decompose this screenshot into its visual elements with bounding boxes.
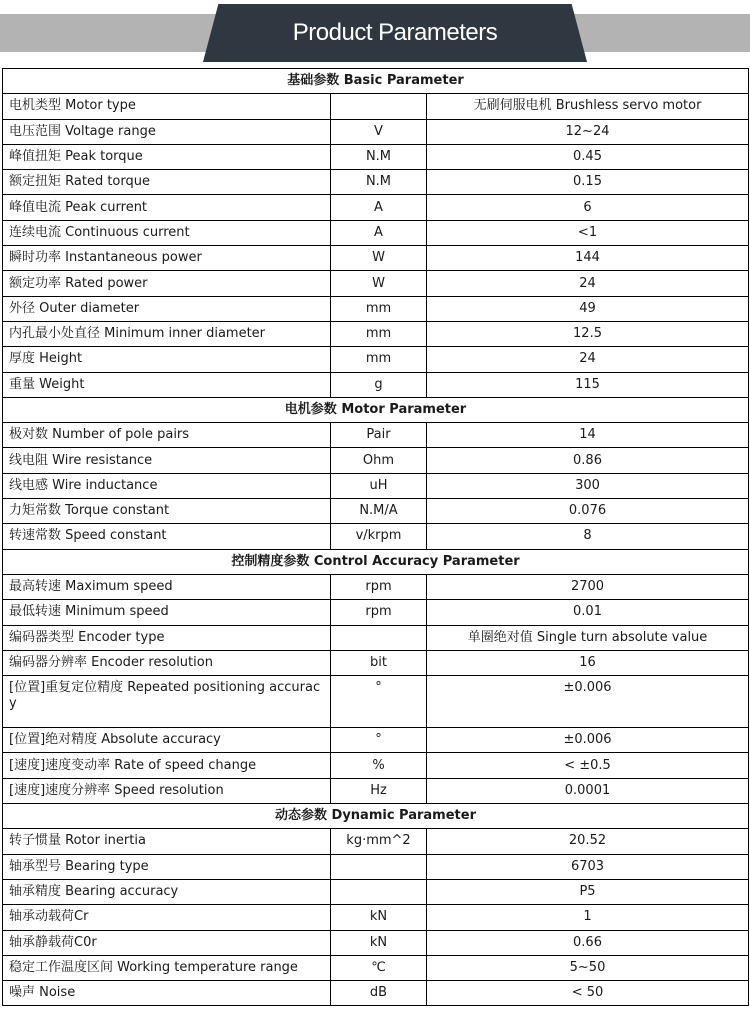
parameter-name: 最低转速 Minimum speed	[3, 600, 331, 625]
parameter-value: 12.5	[427, 321, 749, 346]
table-row	[3, 448, 749, 473]
parameter-value: 16	[427, 650, 749, 675]
parameter-unit: Pair	[331, 423, 427, 448]
parameter-value: 6	[427, 195, 749, 220]
parameter-name: 峰值扭矩 Peak torque	[3, 144, 331, 169]
parameter-unit: v/krpm	[331, 524, 427, 549]
table-row	[3, 905, 749, 930]
table-row	[3, 854, 749, 879]
section-header-row	[3, 804, 749, 829]
parameter-unit	[331, 94, 427, 119]
parameter-unit: Ohm	[331, 448, 427, 473]
parameter-unit: N.M	[331, 170, 427, 195]
parameter-unit: uH	[331, 473, 427, 498]
parameter-name: 厚度 Height	[3, 347, 331, 372]
parameter-value: 0.66	[427, 930, 749, 955]
section-header-row	[3, 397, 749, 422]
parameter-table-body	[3, 69, 749, 1006]
parameter-unit: rpm	[331, 574, 427, 599]
parameter-name: 最高转速 Maximum speed	[3, 574, 331, 599]
parameter-name: 噪声 Noise	[3, 981, 331, 1006]
table-row	[3, 220, 749, 245]
parameter-unit: W	[331, 271, 427, 296]
parameter-name: 连续电流 Continuous current	[3, 220, 331, 245]
table-row	[3, 170, 749, 195]
parameter-value: 2700	[427, 574, 749, 599]
section-title: 基础参数 Basic Parameter	[3, 69, 749, 94]
parameter-value: 5~50	[427, 955, 749, 980]
parameter-name: 电机类型 Motor type	[3, 94, 331, 119]
parameter-unit: W	[331, 246, 427, 271]
parameter-unit: rpm	[331, 600, 427, 625]
table-row	[3, 473, 749, 498]
parameter-unit	[331, 854, 427, 879]
parameter-name: [速度]速度变动率 Rate of speed change	[3, 753, 331, 778]
parameter-name: 轴承精度 Bearing accuracy	[3, 879, 331, 904]
section-title: 控制精度参数 Control Accuracy Parameter	[3, 549, 749, 574]
parameter-name: 线电阻 Wire resistance	[3, 448, 331, 473]
parameter-name: 电压范围 Voltage range	[3, 119, 331, 144]
parameter-value: 单圈绝对值 Single turn absolute value	[427, 625, 749, 650]
parameter-name: 编码器类型 Encoder type	[3, 625, 331, 650]
table-row	[3, 981, 749, 1006]
parameter-value: < ±0.5	[427, 753, 749, 778]
table-row	[3, 347, 749, 372]
parameter-name: 轴承动载荷Cr	[3, 905, 331, 930]
parameter-name: 额定扭矩 Rated torque	[3, 170, 331, 195]
table-row	[3, 829, 749, 854]
parameter-value: 24	[427, 347, 749, 372]
parameter-name: 稳定工作温度区间 Working temperature range	[3, 955, 331, 980]
page-title: Product Parameters	[292, 19, 498, 46]
parameter-unit: ℃	[331, 955, 427, 980]
parameter-name: 线电感 Wire inductance	[3, 473, 331, 498]
parameter-name: 内孔最小处直径 Minimum inner diameter	[3, 321, 331, 346]
parameter-unit: N.M/A	[331, 499, 427, 524]
table-row	[3, 728, 749, 753]
parameter-name: 轴承静载荷C0r	[3, 930, 331, 955]
table-row	[3, 119, 749, 144]
table-row	[3, 778, 749, 803]
parameter-value: <1	[427, 220, 749, 245]
parameter-value: 1	[427, 905, 749, 930]
parameter-name: 转子惯量 Rotor inertia	[3, 829, 331, 854]
parameter-unit: kN	[331, 905, 427, 930]
table-row	[3, 94, 749, 119]
table-row	[3, 930, 749, 955]
parameter-unit: A	[331, 220, 427, 245]
parameter-value: ±0.006	[427, 728, 749, 753]
parameter-name: 瞬时功率 Instantaneous power	[3, 246, 331, 271]
parameter-name: [位置]绝对精度 Absolute accuracy	[3, 728, 331, 753]
table-row	[3, 955, 749, 980]
parameter-value: 49	[427, 296, 749, 321]
parameter-value: < 50	[427, 981, 749, 1006]
table-row	[3, 144, 749, 169]
parameter-value: 24	[427, 271, 749, 296]
parameter-value: 115	[427, 372, 749, 397]
parameter-unit	[331, 879, 427, 904]
parameter-unit: V	[331, 119, 427, 144]
parameter-value: 0.15	[427, 170, 749, 195]
parameter-name: 转速常数 Speed constant	[3, 524, 331, 549]
parameter-unit: mm	[331, 321, 427, 346]
parameter-value: P5	[427, 879, 749, 904]
parameter-unit	[331, 625, 427, 650]
parameter-value: 无刷伺服电机 Brushless servo motor	[427, 94, 749, 119]
table-row	[3, 625, 749, 650]
parameter-name: 力矩常数 Torque constant	[3, 499, 331, 524]
table-row	[3, 524, 749, 549]
parameter-name: 极对数 Number of pole pairs	[3, 423, 331, 448]
parameter-value: 144	[427, 246, 749, 271]
parameter-unit: °	[331, 728, 427, 753]
table-row	[3, 879, 749, 904]
table-row	[3, 423, 749, 448]
section-header-row	[3, 69, 749, 94]
parameter-value: 0.01	[427, 600, 749, 625]
table-row	[3, 372, 749, 397]
table-row	[3, 195, 749, 220]
parameter-value: 8	[427, 524, 749, 549]
parameter-unit: N.M	[331, 144, 427, 169]
parameter-name: 额定功率 Rated power	[3, 271, 331, 296]
parameter-unit: %	[331, 753, 427, 778]
table-row	[3, 499, 749, 524]
section-title: 电机参数 Motor Parameter	[3, 397, 749, 422]
table-row	[3, 246, 749, 271]
section-title: 动态参数 Dynamic Parameter	[3, 804, 749, 829]
table-row	[3, 321, 749, 346]
parameter-value: 0.076	[427, 499, 749, 524]
parameter-name: 峰值电流 Peak current	[3, 195, 331, 220]
table-row	[3, 296, 749, 321]
parameter-value: 6703	[427, 854, 749, 879]
parameter-table	[2, 68, 749, 1006]
parameter-value: 20.52	[427, 829, 749, 854]
parameter-unit: mm	[331, 296, 427, 321]
parameter-value: 12~24	[427, 119, 749, 144]
section-header-row	[3, 549, 749, 574]
parameter-unit: g	[331, 372, 427, 397]
parameter-name: [速度]速度分辨率 Speed resolution	[3, 778, 331, 803]
parameter-unit: kN	[331, 930, 427, 955]
parameter-name: 外径 Outer diameter	[3, 296, 331, 321]
parameter-unit: A	[331, 195, 427, 220]
table-row	[3, 600, 749, 625]
table-row	[3, 574, 749, 599]
parameter-unit: °	[331, 676, 427, 728]
parameter-value: 14	[427, 423, 749, 448]
table-row	[3, 650, 749, 675]
table-row	[3, 753, 749, 778]
parameter-value: 0.86	[427, 448, 749, 473]
parameter-name: 轴承型号 Bearing type	[3, 854, 331, 879]
parameter-value: 0.45	[427, 144, 749, 169]
parameter-unit: mm	[331, 347, 427, 372]
header-banner	[0, 0, 750, 66]
parameter-value: ±0.006	[427, 676, 749, 728]
parameter-value: 0.0001	[427, 778, 749, 803]
parameter-unit: dB	[331, 981, 427, 1006]
table-row	[3, 271, 749, 296]
parameter-unit: bit	[331, 650, 427, 675]
parameter-unit: kg·mm^2	[331, 829, 427, 854]
parameter-unit: Hz	[331, 778, 427, 803]
parameter-value: 300	[427, 473, 749, 498]
parameter-name: 重量 Weight	[3, 372, 331, 397]
table-row	[3, 676, 749, 728]
parameter-name: 编码器分辨率 Encoder resolution	[3, 650, 331, 675]
parameter-name: [位置]重复定位精度 Repeated positioning accuracy	[3, 676, 331, 728]
